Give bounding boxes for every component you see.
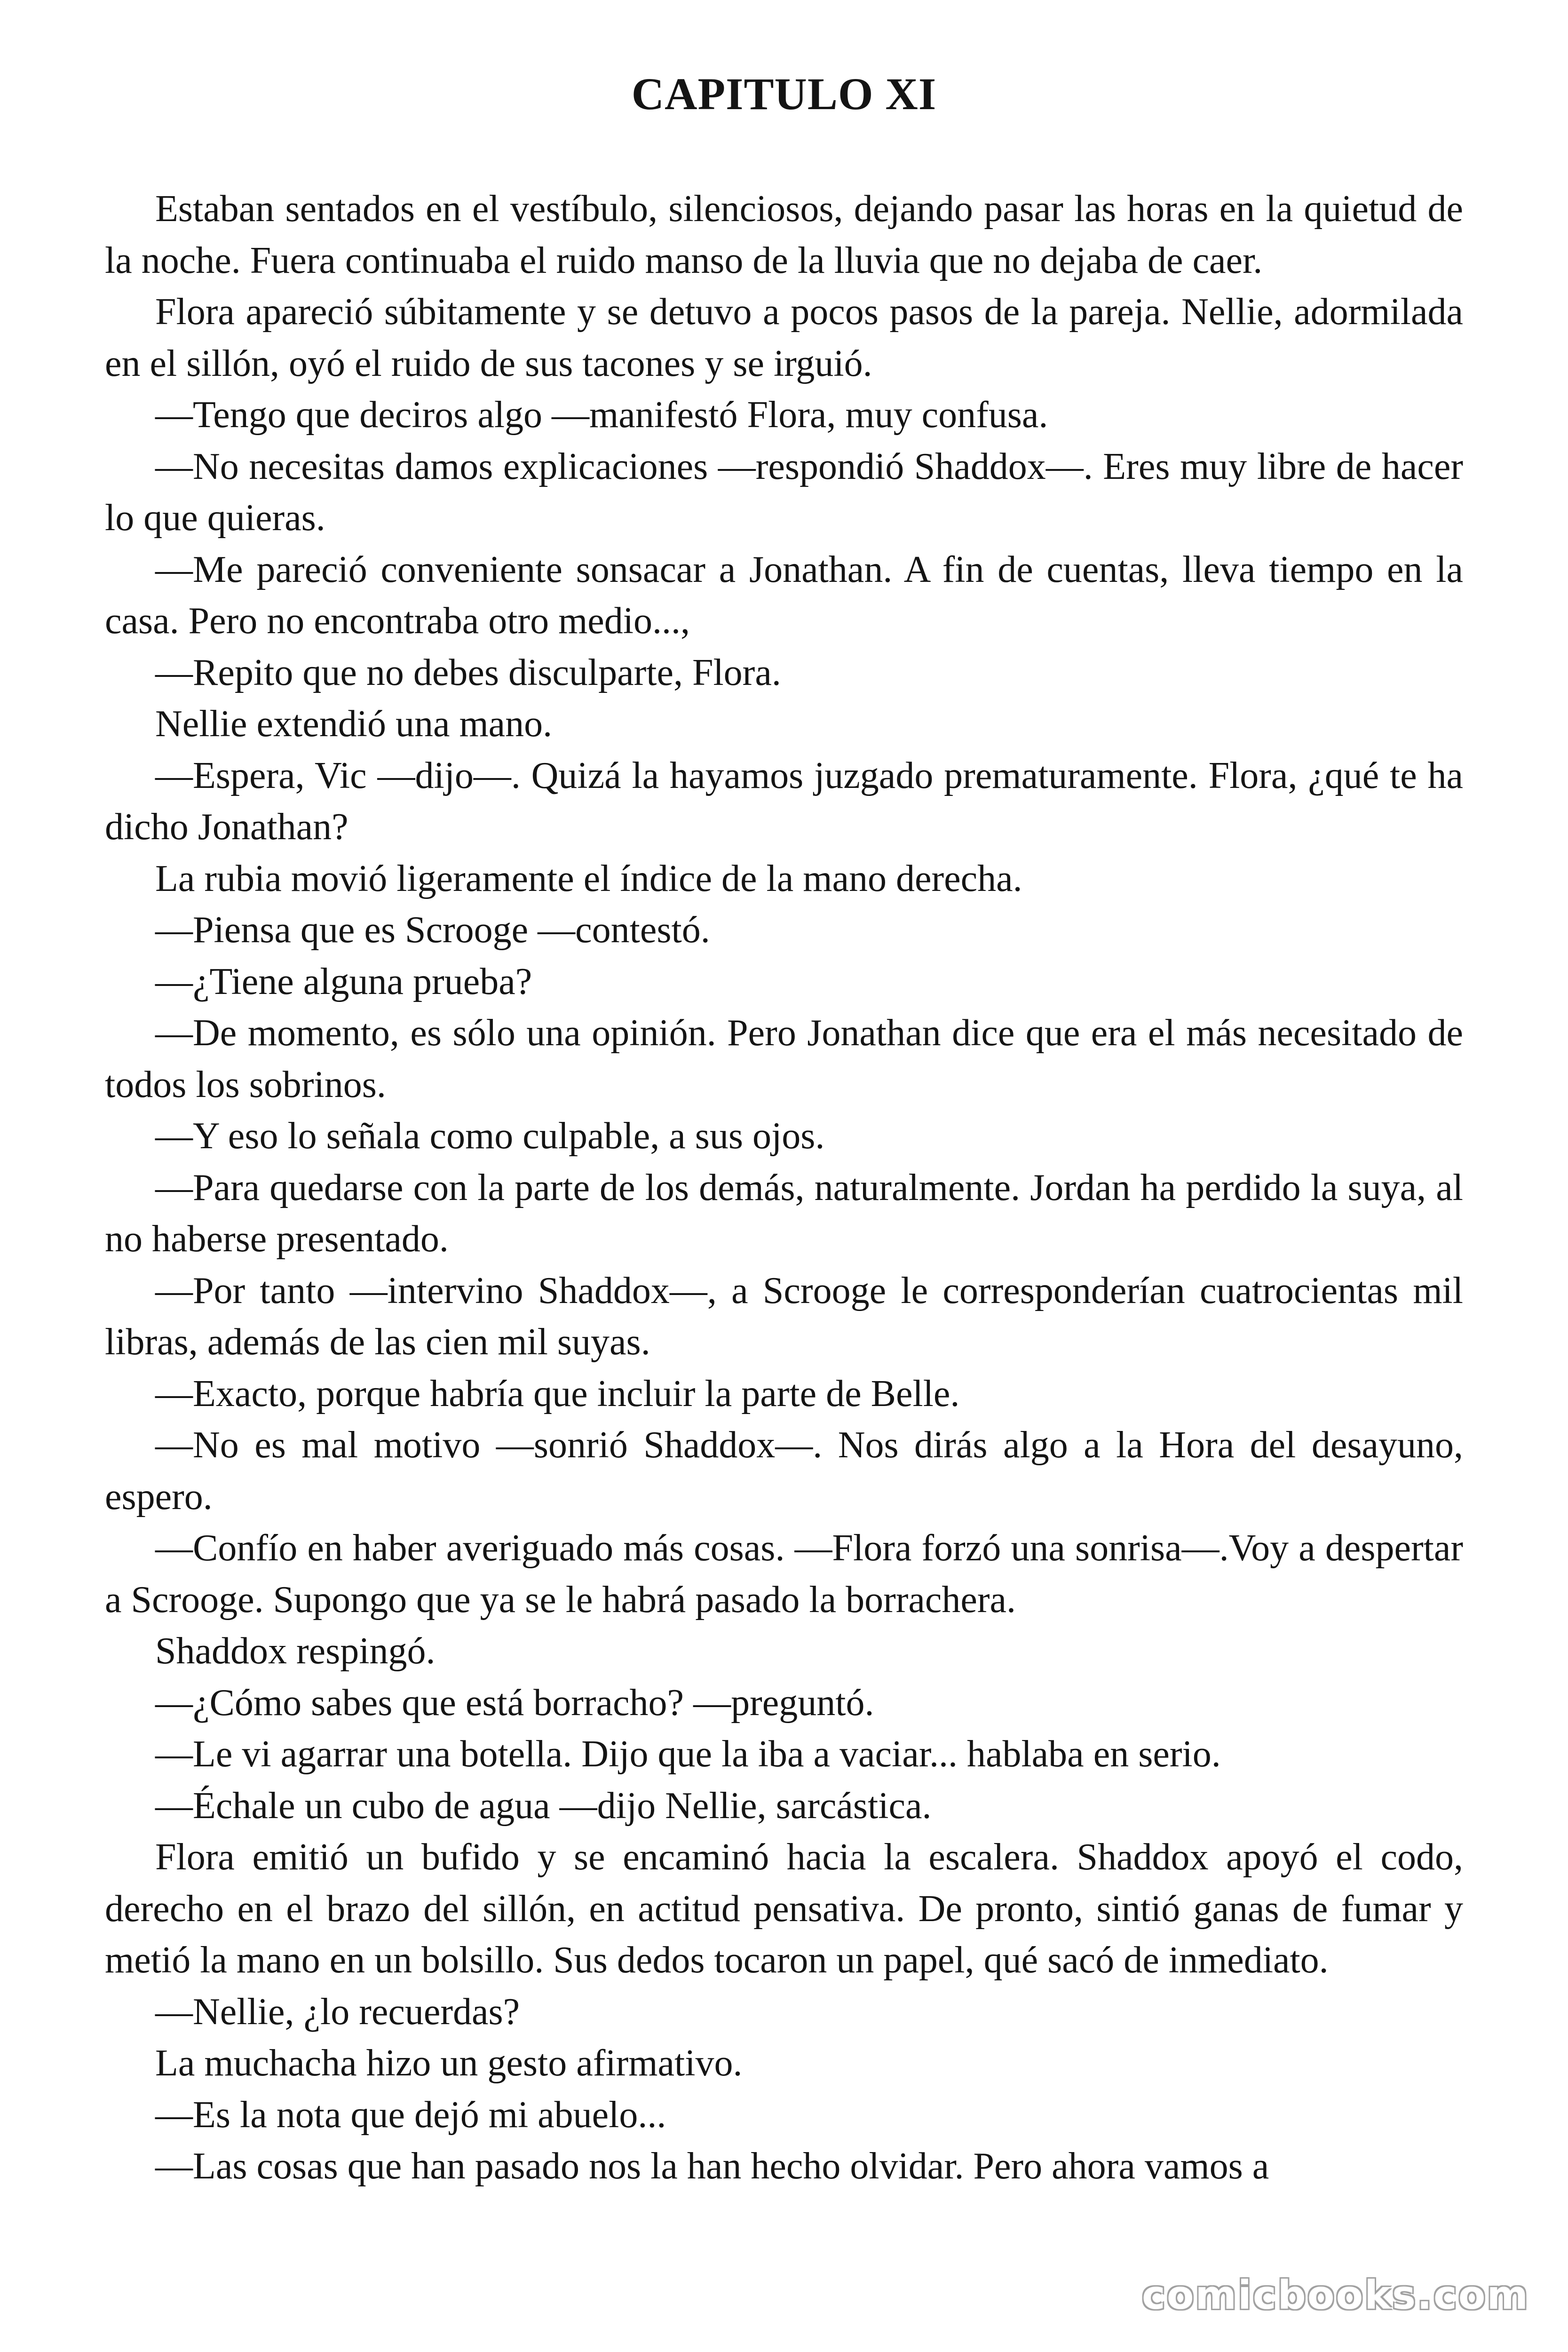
paragraph: Flora emitió un bufido y se encaminó hacia la escalera. Shaddox apoyó el codo, derecho en el brazo del sillón, en actitud pensativa. De pronto, sintió ganas de fumar y metió la mano en un bolsillo. Sus dedos tocaron un papel, qué sacó de inmediato. [105, 1836, 1463, 1981]
paragraph: —Y eso lo señala como culpable, a sus ojos. [155, 1115, 825, 1157]
paragraph: La muchacha hizo un gesto afirmativo. [155, 2042, 743, 2084]
paragraph: —Repito que no debes disculparte, Flora. [155, 652, 781, 693]
paragraph: —Échale un cubo de agua —dijo Nellie, sarcástica. [155, 1785, 932, 1827]
chapter-title: CAPITULO XI [631, 69, 937, 119]
paragraph: —Piensa que es Scrooge —contestó. [155, 909, 710, 951]
paragraph: —No necesitas damos explicaciones —respondió Shaddox—. Eres muy libre de hacer lo que quieras. [105, 445, 1463, 539]
paragraph: —Para quedarse con la parte de los demás, naturalmente. Jordan ha perdido la suya, al no haberse presentado. [105, 1167, 1463, 1260]
paragraph: Shaddox respingó. [155, 1630, 436, 1672]
paragraph: —Nellie, ¿lo recuerdas? [155, 1991, 520, 2033]
chapter-body [105, 183, 1463, 2193]
paragraph: —No es mal motivo —sonrió Shaddox—. Nos dirás algo a la Hora del desayuno, espero. [105, 1424, 1463, 1518]
paragraph: Estaban sentados en el vestíbulo, silenciosos, dejando pasar las horas en la quietud de la noche. Fuera continuaba el ruido manso de la lluvia que no dejaba de caer. [105, 188, 1463, 281]
paragraph: —Tengo que deciros algo —manifestó Flora, muy confusa. [155, 394, 1048, 436]
paragraph: —Exacto, porque habría que incluir la parte de Belle. [155, 1373, 960, 1414]
paragraph: —Confío en haber averiguado más cosas. —Flora forzó una sonrisa—.Voy a despertar a Scrooge. Supongo que ya se le habrá pasado la borrachera. [105, 1527, 1463, 1621]
paragraph: —Las cosas que han pasado nos la han hecho olvidar. Pero ahora vamos a [155, 2145, 1269, 2187]
paragraph: —Le vi agarrar una botella. Dijo que la iba a vaciar... hablaba en serio. [155, 1733, 1221, 1775]
paragraph: Flora apareció súbitamente y se detuvo a pocos pasos de la pareja. Nellie, adormilada en el sillón, oyó el ruido de sus tacones y se irguió. [105, 291, 1463, 384]
paragraph: Nellie extendió una mano. [155, 703, 553, 745]
paragraph: —¿Cómo sabes que está borracho? —preguntó. [155, 1682, 874, 1724]
paragraph: —¿Tiene alguna prueba? [155, 961, 532, 1002]
paragraph: —Por tanto —intervino Shaddox—, a Scrooge le corresponderían cuatrocientas mil libras, además de las cien mil suyas. [105, 1270, 1463, 1363]
paragraph: La rubia movió ligeramente el índice de la mano derecha. [155, 858, 1022, 899]
paragraph: —De momento, es sólo una opinión. Pero Jonathan dice que era el más necesitado de todos los sobrinos. [105, 1012, 1463, 1105]
paragraph: —Espera, Vic —dijo—. Quizá la hayamos juzgado prematuramente. Flora, ¿qué te ha dicho Jonathan? [105, 755, 1463, 848]
watermark-logo: comicbooks.com [1142, 2272, 1529, 2318]
paragraph: —Me pareció conveniente sonsacar a Jonathan. A fin de cuentas, lleva tiempo en la casa. Pero no encontraba otro medio..., [105, 548, 1463, 642]
paragraph: —Es la nota que dejó mi abuelo... [155, 2094, 666, 2136]
